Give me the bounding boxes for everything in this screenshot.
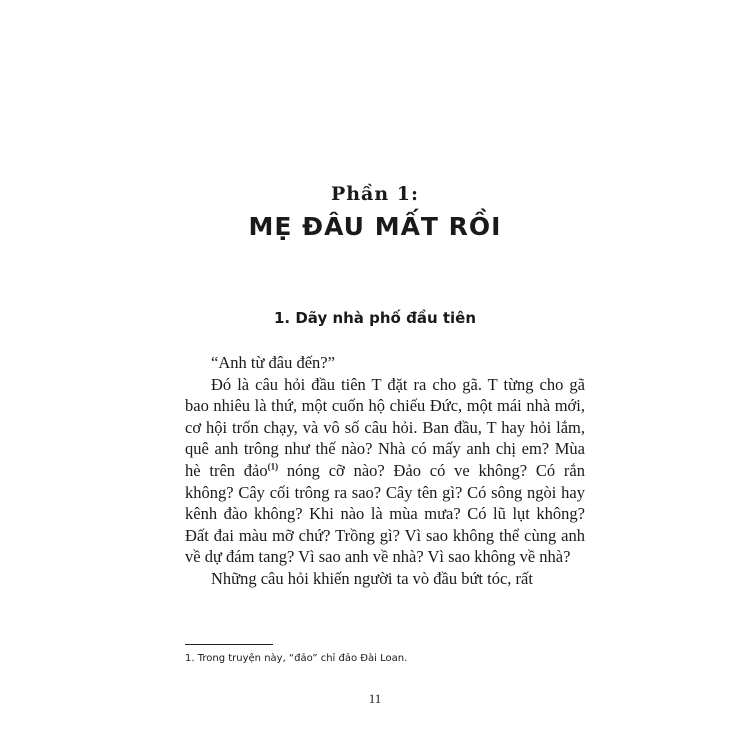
paragraph-2 xyxy=(185,374,585,568)
part-title: MẸ ĐÂU MẤT RỒI xyxy=(248,212,502,241)
footnote-divider xyxy=(185,644,273,645)
footnote: 1. Trong truyện này, “đảo” chỉ đảo Đài Loan. xyxy=(185,653,408,664)
section-title: 1. Dãy nhà phố đầu tiên xyxy=(273,309,477,327)
footnote-reference: (1) xyxy=(267,461,279,472)
page-number: 11 xyxy=(368,691,382,706)
body-text xyxy=(185,352,585,590)
paragraph-2-text-after: nóng cỡ nào? Đảo có ve không? Có rắn không? Cây cối trông ra sao? Cây tên gì? Có sông ngòi hay kênh đào không? Khi nào là mùa mưa? Có lũ lụt không? Đất đai màu mỡ chứ? Trồng gì? Vì sao không thể cùng anh về dự đám tang? Vì sao anh về nhà? Vì sao không về nhà? xyxy=(185,460,585,567)
paragraph-1: “Anh từ đâu đến?” xyxy=(211,353,335,372)
part-label: Phần 1: xyxy=(330,183,420,205)
paragraph-3: Những câu hỏi khiến người ta vò đầu bứt tóc, rất xyxy=(211,568,533,588)
paragraph-2-text-before: Đó là câu hỏi đầu tiên T đặt ra cho gã. T từng cho gã bao nhiêu là thứ, một cuốn hộ chiếu Đức, một mái nhà mới, cơ hội trốn chạy, và vô số câu hỏi. Ban đầu, T hay hỏi lắm, quê anh trông như thế nào? Nhà có mấy anh chị em? Mùa hè trên đảo xyxy=(185,374,585,480)
